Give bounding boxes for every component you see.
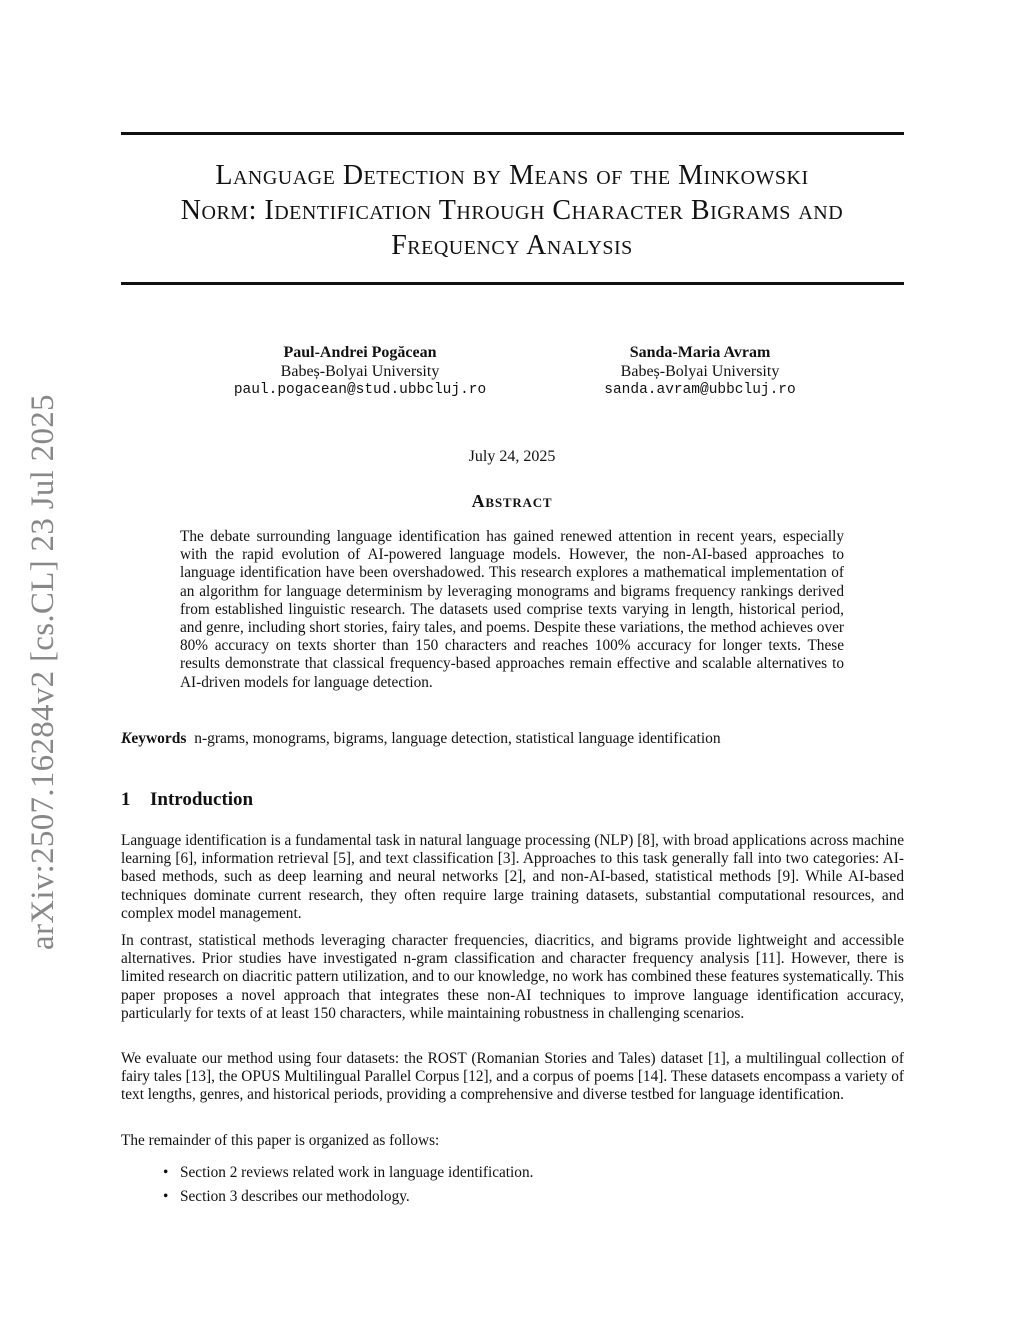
intro-paragraph-4: The remainder of this paper is organized as follows:: [121, 1132, 440, 1149]
organization-bullet-list: [163, 1164, 533, 1212]
author-block-2: [560, 343, 840, 400]
author-name: Paul-Andrei Pogăcean: [283, 344, 437, 361]
list-item: • Section 3 describes our methodology.: [163, 1188, 533, 1206]
intro-paragraph-3: We evaluate our method using four datasets: the ROST (Romanian Stories and Tales) dataset [1], a multilingual collection of fairy tales [13], the OPUS Multilingual Parallel Corpus [12], and a corpus of poems [14]. These datasets encompass a variety of text lengths, genres, and historical periods, providing a comprehensive and diverse testbed for language identification.: [121, 1050, 904, 1104]
intro-paragraph-2: In contrast, statistical methods leveraging character frequencies, diacritics, and bigrams provide lightweight and accessible alternatives. Prior studies have investigated n-gram classification and character frequency analysis [11]. However, there is limited research on diacritic pattern utilization, and to our knowledge, no work has combined these features systematically. This paper proposes a novel approach that integrates these non-AI techniques to improve language identification accuracy, particularly for texts of at least 150 characters, while maintaining robustness in challenging scenarios.: [121, 932, 904, 1022]
section-title: Introduction: [150, 789, 254, 810]
paper-title: [100, 158, 924, 263]
keywords-list: n-grams, monograms, bigrams, language detection, statistical language identification: [194, 730, 721, 747]
list-item: • Section 2 reviews related work in language identification.: [163, 1164, 533, 1182]
author-block-1: [220, 343, 500, 400]
title-top-rule: [121, 132, 904, 135]
title-bottom-rule: [121, 282, 904, 285]
section-number: 1: [121, 789, 131, 810]
author-email: paul.pogacean@stud.ubbcluj.ro: [233, 382, 487, 398]
author-name: Sanda-Maria Avram: [629, 344, 771, 361]
arxiv-identifier-stamp: arXiv:2507.16284v2 [cs.CL] 23 Jul 2025: [25, 394, 61, 950]
author-affiliation: Babeș-Bolyai University: [620, 363, 780, 380]
keywords-label-rest: eywords: [131, 730, 187, 747]
author-email: sanda.avram@ubbcluj.ro: [604, 382, 796, 398]
author-affiliation: Babeș-Bolyai University: [280, 363, 440, 380]
paper-date: July 24, 2025: [468, 448, 556, 465]
title-line-3: Frequency Analysis: [391, 230, 633, 261]
abstract-text: The debate surrounding language identification has gained renewed attention in recent years, especially with the rapid evolution of AI-powered language models. However, the non-AI-based approaches to language identification have been overshadowed. This research explores a mathematical implementation of an algorithm for language determinism by leveraging monograms and bigrams frequency rankings derived from established linguistic research. The datasets used comprise texts varying in length, historical period, and genre, including short stories, fairy tales, and poems. Despite these variations, the method achieves over 80% accuracy on texts shorter than 150 characters and reaches 100% accuracy for longer texts. These results demonstrate that classical frequency-based approaches remain effective and scalable alternatives to AI-driven models for language detection.: [180, 528, 844, 691]
keywords-label-initial: K: [121, 730, 132, 747]
section-heading-introduction: [121, 789, 253, 811]
keywords-line: [121, 729, 904, 748]
intro-paragraph-1: Language identification is a fundamental task in natural language processing (NLP) [8], with broad applications across machine learning [6], information retrieval [5], and text classification [3]. Approaches to this task generally fall into two categories: AI-based methods, such as deep learning and neural networks [2], and non-AI-based, statistical methods [9]. While AI-based techniques dominate current research, they often require large training datasets, substantial computational resources, and complex model management.: [121, 832, 904, 922]
abstract-heading: Abstract: [471, 491, 553, 511]
title-line-2: Norm: Identification Through Character Bigrams and: [180, 195, 844, 226]
keywords-label: [121, 730, 186, 747]
title-line-1: Language Detection by Means of the Minkowski: [215, 160, 809, 191]
